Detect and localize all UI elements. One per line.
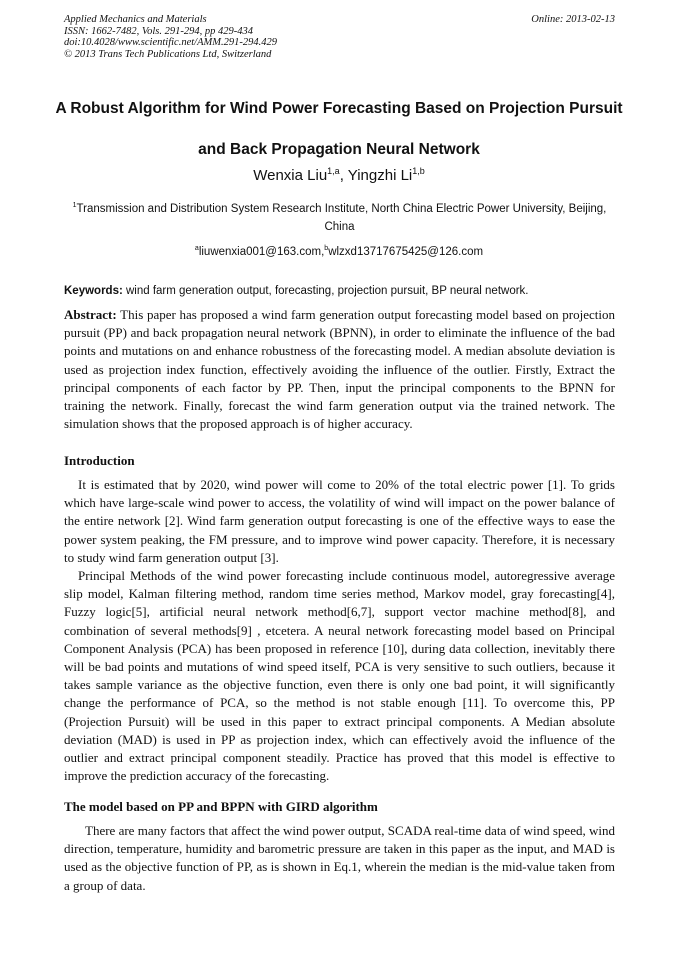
author-line bbox=[40, 166, 638, 186]
section-heading-model: The model based on PP and BPPN with GIRD algorithm bbox=[64, 799, 378, 814]
author-separator: , bbox=[339, 167, 348, 184]
keywords bbox=[64, 283, 615, 299]
paragraph: It is estimated that by 2020, wind power will come to 20% of the total electric power [1]. To grids which have large-scale wind power to access, the volatility of wind will impact on the power balance of the entire network [2]. Wind farm generation output forecasting is one of the effective ways to ease the power system peaking, the FM pressure, and to improve wind power capacity. Therefore, it is necessary to study wind farm generation output [3]. bbox=[64, 477, 615, 565]
abstract-text: This paper has proposed a wind farm generation output forecasting model based on projection pursuit (PP) and back propagation neural network (BPNN), in order to eliminate the influence of the bad points and mutations on and enhance robustness of the forecasting model. A median absolute deviation is used as projection index function, effectively avoiding the influence of the outlier. Firstly, Extract the principal components of each factor by PP. Then, input the principal components to the BPNN for training the network. Finally, forecast the wind farm generation output via the trained network. The simulation shows that the proposed approach is of higher accuracy. bbox=[64, 307, 615, 432]
model-section-body bbox=[64, 822, 615, 895]
author-superscript: 1,b bbox=[412, 166, 425, 176]
abstract-label: Abstract: bbox=[64, 307, 117, 322]
email-address: wlzxd13717675425@126.com bbox=[328, 246, 484, 258]
affiliation-superscript: 1 bbox=[72, 202, 77, 210]
affiliation-text: Transmission and Distribution System Research Institute, North China Electric Power University, Beijing, China bbox=[76, 203, 607, 233]
journal-copyright: © 2013 Trans Tech Publications Ltd, Switzerland bbox=[64, 48, 272, 60]
journal-header bbox=[64, 14, 615, 60]
author-name: Yingzhi Li bbox=[347, 167, 413, 184]
journal-issn: ISSN: 1662-7482, Vols. 291-294, pp 429-434 bbox=[64, 25, 253, 37]
author-superscript: 1,a bbox=[327, 166, 340, 176]
affiliation bbox=[64, 200, 615, 236]
journal-doi: doi:10.4028/www.scientific.net/AMM.291-294.429 bbox=[64, 37, 277, 48]
section-heading-introduction: Introduction bbox=[64, 453, 135, 468]
author-name: Wenxia Liu bbox=[253, 167, 328, 184]
keywords-text: wind farm generation output, forecasting, projection pursuit, BP neural network. bbox=[122, 285, 529, 297]
abstract bbox=[64, 306, 615, 433]
email-line bbox=[40, 244, 638, 260]
keywords-label: Keywords: bbox=[64, 285, 123, 297]
email-superscript: a bbox=[194, 245, 199, 253]
online-date: Online: 2013-02-13 bbox=[531, 14, 615, 25]
journal-name: Applied Mechanics and Materials bbox=[64, 14, 207, 25]
paper-title: A Robust Algorithm for Wind Power Forecasting Based on Projection Pursuit and Back Propagation Neural Network bbox=[55, 100, 623, 158]
paragraph: There are many factors that affect the wind power output, SCADA real-time data of wind speed, wind direction, temperature, humidity and barometric pressure are taken in this paper as the input, and MAD is used as the objective function of PP, as is shown in Eq.1, wherein the median is the mid-value taken from a group of data. bbox=[64, 823, 615, 893]
paragraph: Principal Methods of the wind power forecasting include continuous model, autoregressive average slip model, Kalman filtering method, random time series method, Markov model, gray forecasting[4], Fuzzy logic[5], artificial neural network method[6,7], support vector machine method[8], and combination of several methods[9] , etcetera. A neural network forecasting model based on Principal Component Analysis (PCA) has been proposed in reference [10], during data collection, inevitably there will be bad points and mutations of wind speed itself, PCA is very sensitive to such outliers, because it takes sample variance as the objective function, even there is only one bad point, it will significantly change the performance of PCA, so the method is not stable enough [11]. To overcome this, PP (Projection Pursuit) will be used in this paper to extract principal components. A Median absolute deviation (MAD) is used in PP as projection index, which can effectively avoid the influence of the outlier and extract principal component steadily. Practice has proved that this model is effective to improve the prediction accuracy of the forecasting. bbox=[64, 568, 615, 784]
email-address: liuwenxia001@163.com, bbox=[198, 246, 325, 258]
email-superscript: b bbox=[324, 245, 329, 253]
introduction-body bbox=[64, 476, 615, 785]
